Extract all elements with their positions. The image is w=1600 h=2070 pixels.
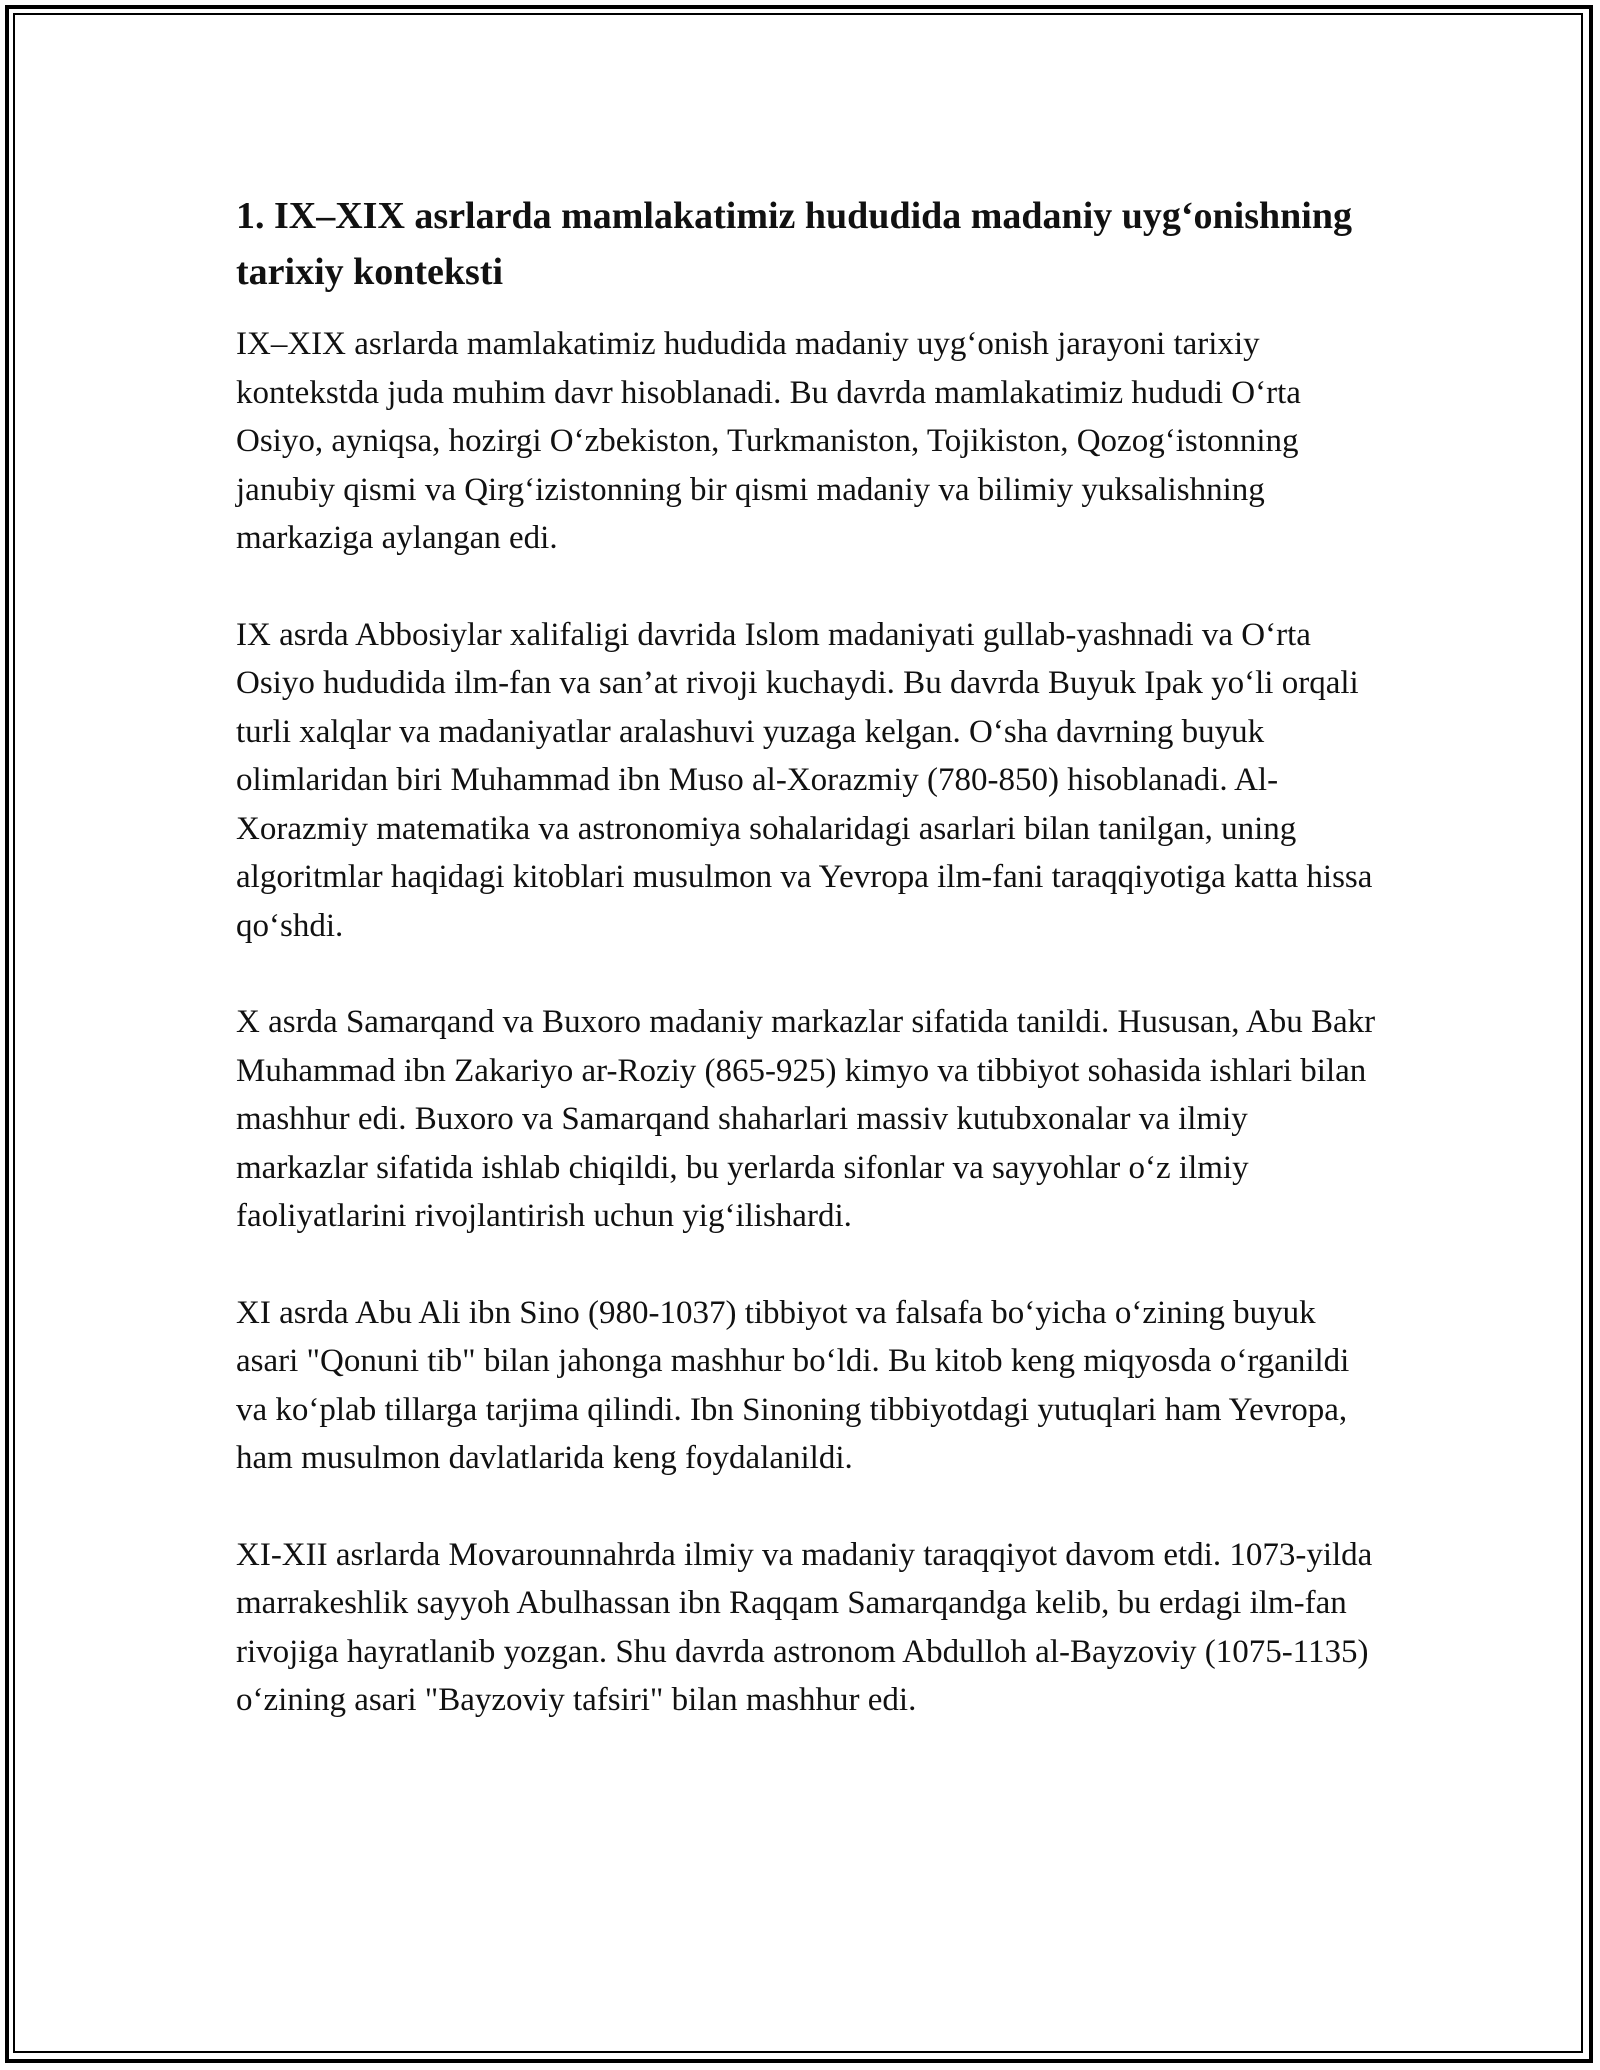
paragraph-4: XI asrda Abu Ali ibn Sino (980-1037) tibbiyot va falsafa bo‘yicha o‘zining buyuk asari "Qonuni tib" bilan jahonga mashhur bo‘ldi. Bu kitob keng miqyosda o‘rganildi va ko‘plab tillarga tarjima qilindi. Ibn Sinoning tibbiyotdagi yutuqlari ham Yevropa, ham musulmon davlatlarida keng foydalanildi. — [236, 1294, 1350, 1476]
paragraph-1: IX–XIX asrlarda mamlakatimiz hududida madaniy uyg‘onish jarayoni tarixiy kontekstda juda muhim davr hisoblanadi. Bu davrda mamlakatimiz hududi O‘rta Osiyo, ayniqsa, hozirgi O‘zbekiston, Turkmaniston, Tojikiston, Qozog‘istonning janubiy qismi va Qirg‘izistonning bir qismi madaniy va bilimiy yuksalishning markaziga aylangan edi. — [236, 326, 1301, 556]
paragraph-3: X asrda Samarqand va Buxoro madaniy markazlar sifatida tanildi. Hususan, Abu Bakr Muhammad ibn Zakariyo ar-Roziy (865-925) kimyo va tibbiyot sohasida ishlari bilan mashhur edi. Buxoro va Samarqand shaharlari massiv kutubxonalar va ilmiy markazlar sifatida ishlab chiqildi, bu yerlarda sifonlar va sayyohlar o‘z ilmiy faoliyatlarini rivojlantirish uchun yig‘ilishardi. — [236, 1004, 1376, 1234]
paragraph-5: XI-XII asrlarda Movarounnahrda ilmiy va madaniy taraqqiyot davom etdi. 1073-yilda marrakeshlik sayyoh Abulhassan ibn Raqqam Samarqandga kelib, bu erdagi ilm-fan rivojiga hayratlanib yozgan. Shu davrda astronom Abdulloh al-Bayzoviy (1075-1135) o‘zining asari "Bayzoviy tafsiri" bilan mashhur edi. — [236, 1536, 1373, 1718]
section-heading: 1. IX–XIX asrlarda mamlakatimiz hududida madaniy uyg‘onishning tarixiy konteksti — [236, 195, 1352, 293]
document-body — [236, 188, 1376, 1773]
paragraph-2: IX asrda Abbosiylar xalifaligi davrida Islom madaniyati gullab-yashnadi va O‘rta Osiyo hududida ilm-fan va san’at rivoji kuchaydi. Bu davrda Buyuk Ipak yo‘li orqali turli xalqlar va madaniyatlar aralashuvi yuzaga kelgan. O‘sha davrning buyuk olimlaridan biri Muhammad ibn Muso al-Xorazmiy (780-850) hisoblanadi. Al-Xorazmiy matematika va astronomiya sohalaridagi asarlari bilan tanilgan, uning algoritmlar haqidagi kitoblari musulmon va Yevropa ilm-fani taraqqiyotiga katta hissa qo‘shdi. — [236, 616, 1373, 944]
